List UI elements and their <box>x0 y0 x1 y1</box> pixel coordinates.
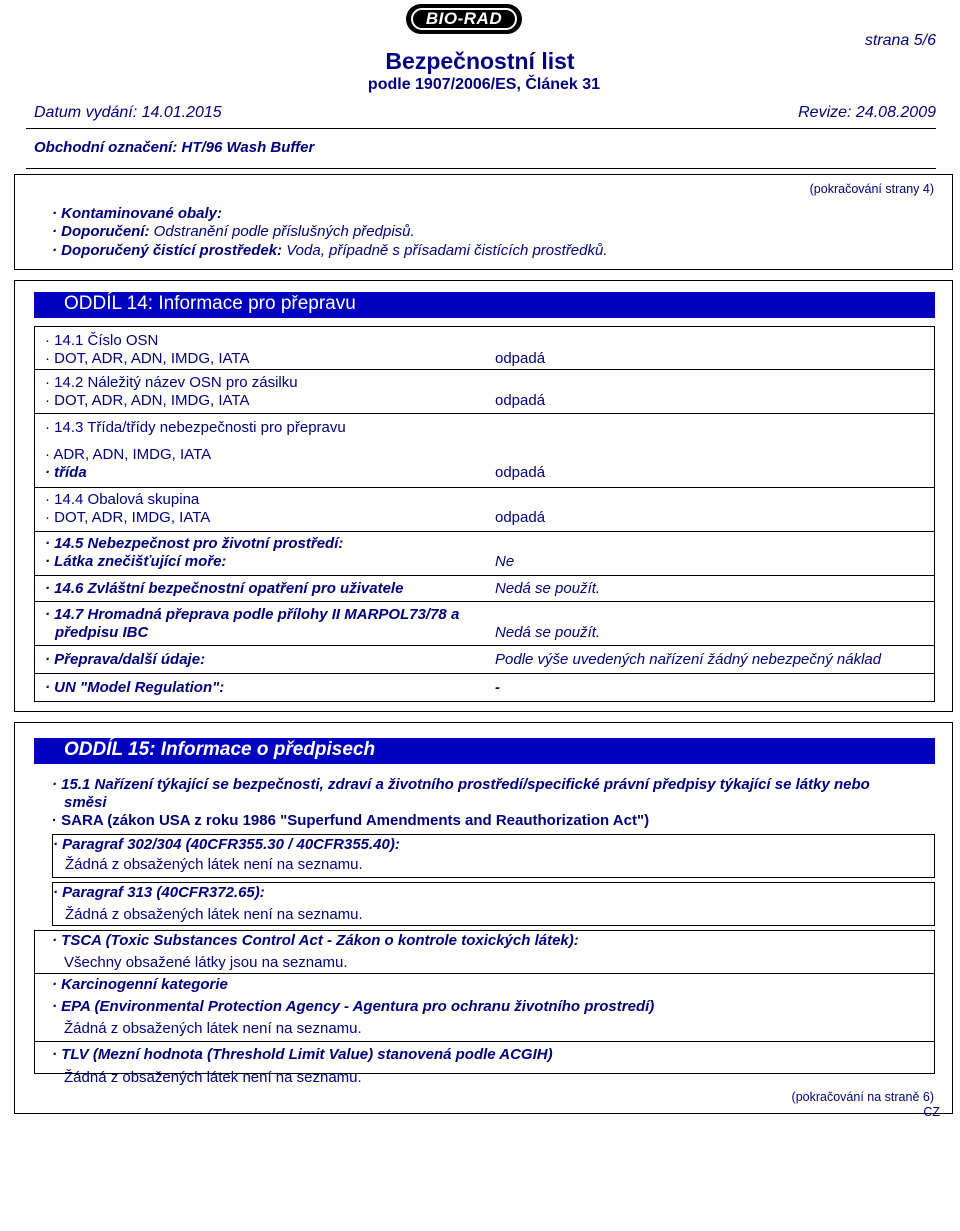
bio-rad-logo <box>406 4 522 34</box>
epa-heading: · EPA (Environmental Protection Agency - Agentura pro ochranu životního prostredí) <box>52 998 655 1015</box>
packaging-heading: · Kontaminované obaly: <box>52 205 223 222</box>
tsca-heading: · TSCA (Toxic Substances Control Act - Zákon o kontrole toxických látek): <box>52 932 579 949</box>
section15-heading <box>34 738 935 764</box>
sara-heading: · SARA (zákon USA z roku 1986 "Superfund Amendments and Reauthorization Act") <box>52 812 650 829</box>
carcinogen-heading: · Karcinogenní kategorie <box>52 976 228 993</box>
regulation-intro: · 15.1 Nařízení týkající se bezpečnosti, zdraví a životního prostředí/specifické právní předpisy týkající se látky nebo <box>52 776 870 793</box>
sara-313-box: · Paragraf 313 (40CFR372.65): Žádná z obsažených látek není na seznamu. <box>52 882 935 926</box>
regulation-intro-cont: směsi <box>64 794 107 811</box>
document-subtitle: podle 1907/2006/ES, Článek 31 <box>367 76 601 93</box>
tlv-value: Žádná z obsažených látek není na seznamu. <box>64 1069 362 1086</box>
issue-date: Datum vydání: 14.01.2015 <box>34 104 222 121</box>
tlv-heading: · TLV (Mezní hodnota (Threshold Limit Value) stanovená podle ACGIH) <box>52 1046 553 1063</box>
revision-date: Revize: 24.08.2009 <box>798 104 936 121</box>
tsca-divider <box>34 973 935 974</box>
section14-title: ODDÍL 14: Informace pro přepravu <box>64 293 356 314</box>
section15-title: ODDÍL 15: Informace o předpisech <box>64 739 376 760</box>
language-code: CZ <box>923 1105 940 1119</box>
sara-302-box: · Paragraf 302/304 (40CFR355.30 / 40CFR355.40): Žádná z obsažených látek není na seznamu. <box>52 834 935 878</box>
packaging-recommendation: · Doporučení: Odstranění podle příslušných předpisů. <box>52 223 415 240</box>
transport-row-un-number: · 14.1 Číslo OSN · DOT, ADR, ADN, IMDG, IATA odpadá <box>34 326 935 370</box>
trade-name: Obchodní označení: HT/96 Wash Buffer <box>34 139 315 156</box>
packaging-cleaner: · Doporučený čistící prostředek: Voda, případně s přísadami čistících prostředků. <box>52 242 608 259</box>
continuation-to-next: (pokračování na straně 6) <box>791 1090 934 1104</box>
transport-row-hazard-class: · 14.3 Třída/třídy nebezpečnosti pro přepravu · ADR, ADN, IMDG, IATA · třída odpadá <box>34 414 935 488</box>
transport-row-bulk-transport: · 14.7 Hromadná přeprava podle přílohy II MARPOL73/78 a předpisu IBC Nedá se použít. <box>34 602 935 646</box>
logo-text: BIO-RAD <box>411 8 517 30</box>
transport-row-special-precautions: · 14.6 Zvláštní bezpečnostní opatření pro uživatele Nedá se použít. <box>34 576 935 602</box>
tsca-value: Všechny obsažené látky jsou na seznamu. <box>64 954 348 971</box>
transport-row-shipping-name: · 14.2 Náležitý název OSN pro zásilku · DOT, ADR, ADN, IMDG, IATA odpadá <box>34 370 935 414</box>
epa-value: Žádná z obsažených látek není na seznamu. <box>64 1020 362 1037</box>
transport-row-packing-group: · 14.4 Obalová skupina · DOT, ADR, IMDG, IATA odpadá <box>34 488 935 532</box>
transport-row-model-regulation: · UN "Model Regulation": - <box>34 674 935 702</box>
transport-row-environmental-hazard: · 14.5 Nebezpečnost pro životní prostředí: · Látka znečišťující moře: Ne <box>34 532 935 576</box>
document-title: Bezpečnostní list <box>385 48 575 74</box>
continuation-from-previous: (pokračování strany 4) <box>809 182 934 196</box>
header-divider <box>26 128 936 129</box>
transport-row-additional-info: · Přeprava/další údaje: Podle výše uvedených nařízení žádný nebezpečný náklad <box>34 646 935 674</box>
trade-name-divider <box>26 168 936 169</box>
page-number: strana 5/6 <box>864 32 936 49</box>
epa-divider <box>34 1041 935 1042</box>
section14-heading <box>34 292 935 318</box>
